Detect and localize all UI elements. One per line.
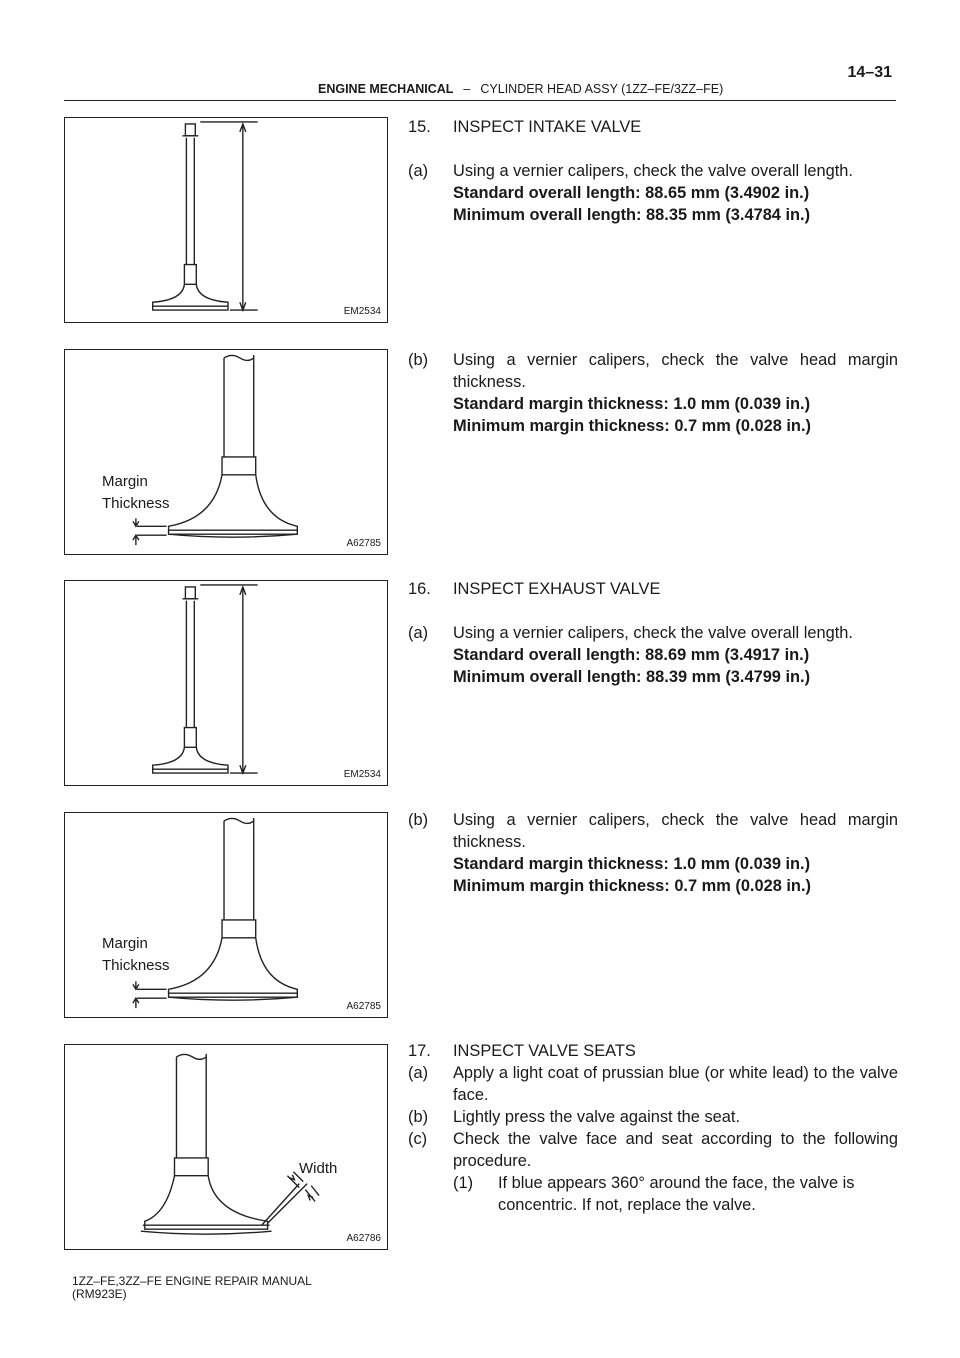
substep-text: Using a vernier calipers, check the valve head margin thickness. [453,351,898,391]
figure-code: EM2534 [343,769,381,780]
substep-text: Using a vernier calipers, check the valve head margin thickness. [453,811,898,851]
step-17-block [408,1040,898,1216]
figure-code: EM2534 [343,306,381,317]
substep-text: Using a vernier calipers, check the valve overall length. [453,624,853,642]
valve-margin-illustration [65,350,387,554]
header-title [318,82,723,96]
header-rule [64,100,896,101]
header-section: ENGINE MECHANICAL [318,82,454,96]
step-title: INSPECT VALVE SEATS [453,1042,636,1060]
step-16b-block [408,809,898,897]
spec-standard: Standard overall length: 88.69 mm (3.4917 in.) [453,646,810,664]
figure-intake-valve-length [64,117,388,323]
footer-manual-code: (RM923E) [72,1287,127,1301]
substep-number: (a) [408,1064,429,1082]
substep-number: (a) [408,162,429,180]
page-footer [72,1275,312,1301]
substep-text: Apply a light coat of prussian blue (or white lead) to the valve face. [453,1064,898,1104]
figure-code: A62785 [346,1001,381,1012]
valve-seat-width-illustration [65,1045,387,1249]
figure-intake-margin-thickness [64,349,388,555]
margin-label-line1: Margin [102,935,148,952]
figure-code: A62785 [346,538,381,549]
step-15b-block [408,349,898,437]
spec-minimum: Minimum margin thickness: 0.7 mm (0.028 in.) [453,877,811,895]
spec-standard: Standard margin thickness: 1.0 mm (0.039 in.) [453,855,811,873]
margin-label-line2: Thickness [102,957,170,974]
spec-standard: Standard overall length: 88.65 mm (3.4902 in.) [453,184,810,202]
spec-minimum: Minimum overall length: 88.39 mm (3.4799 in.) [453,668,811,686]
figure-exhaust-margin-thickness [64,812,388,1018]
step-title: INSPECT INTAKE VALVE [453,118,642,136]
figure-valve-seat-width [64,1044,388,1250]
valve-overall-length-illustration [65,118,387,322]
header-dash: – [463,82,471,96]
valve-margin-illustration [65,813,387,1017]
step-16-block [408,578,898,688]
page-number: 14–31 [847,64,892,81]
step-number: 17. [408,1042,431,1060]
substep-number: (b) [408,811,429,829]
spec-minimum: Minimum margin thickness: 0.7 mm (0.028 in.) [453,417,811,435]
margin-label-line1: Margin [102,473,148,490]
valve-overall-length-illustration [65,581,387,785]
substep-number: (b) [408,351,429,369]
substep-text: Using a vernier calipers, check the valve overall length. [453,162,853,180]
step-number: 15. [408,118,431,136]
margin-label-line2: Thickness [102,495,170,512]
figure-exhaust-valve-length [64,580,388,786]
page-header [64,62,896,102]
spec-standard: Standard margin thickness: 1.0 mm (0.039 in.) [453,395,811,413]
substep-text: Lightly press the valve against the seat. [453,1108,741,1126]
substep-number: (b) [408,1108,429,1126]
spec-minimum: Minimum overall length: 88.35 mm (3.4784 in.) [453,206,811,224]
step-15-block [408,116,898,226]
step-title: INSPECT EXHAUST VALVE [453,580,661,598]
width-label: Width [299,1160,338,1177]
procedure-number: (1) [453,1174,474,1192]
procedure-text: If blue appears 360° around the face, the valve is concentric. If not, replace the valve. [498,1174,855,1214]
substep-number: (a) [408,624,429,642]
substep-text: Check the valve face and seat according to the following procedure. [453,1130,898,1170]
header-subsection: CYLINDER HEAD ASSY (1ZZ–FE/3ZZ–FE) [480,82,724,96]
substep-number: (c) [408,1130,428,1148]
footer-manual-title: 1ZZ–FE,3ZZ–FE ENGINE REPAIR MANUAL [72,1274,312,1288]
figure-code: A62786 [346,1233,381,1244]
step-number: 16. [408,580,431,598]
